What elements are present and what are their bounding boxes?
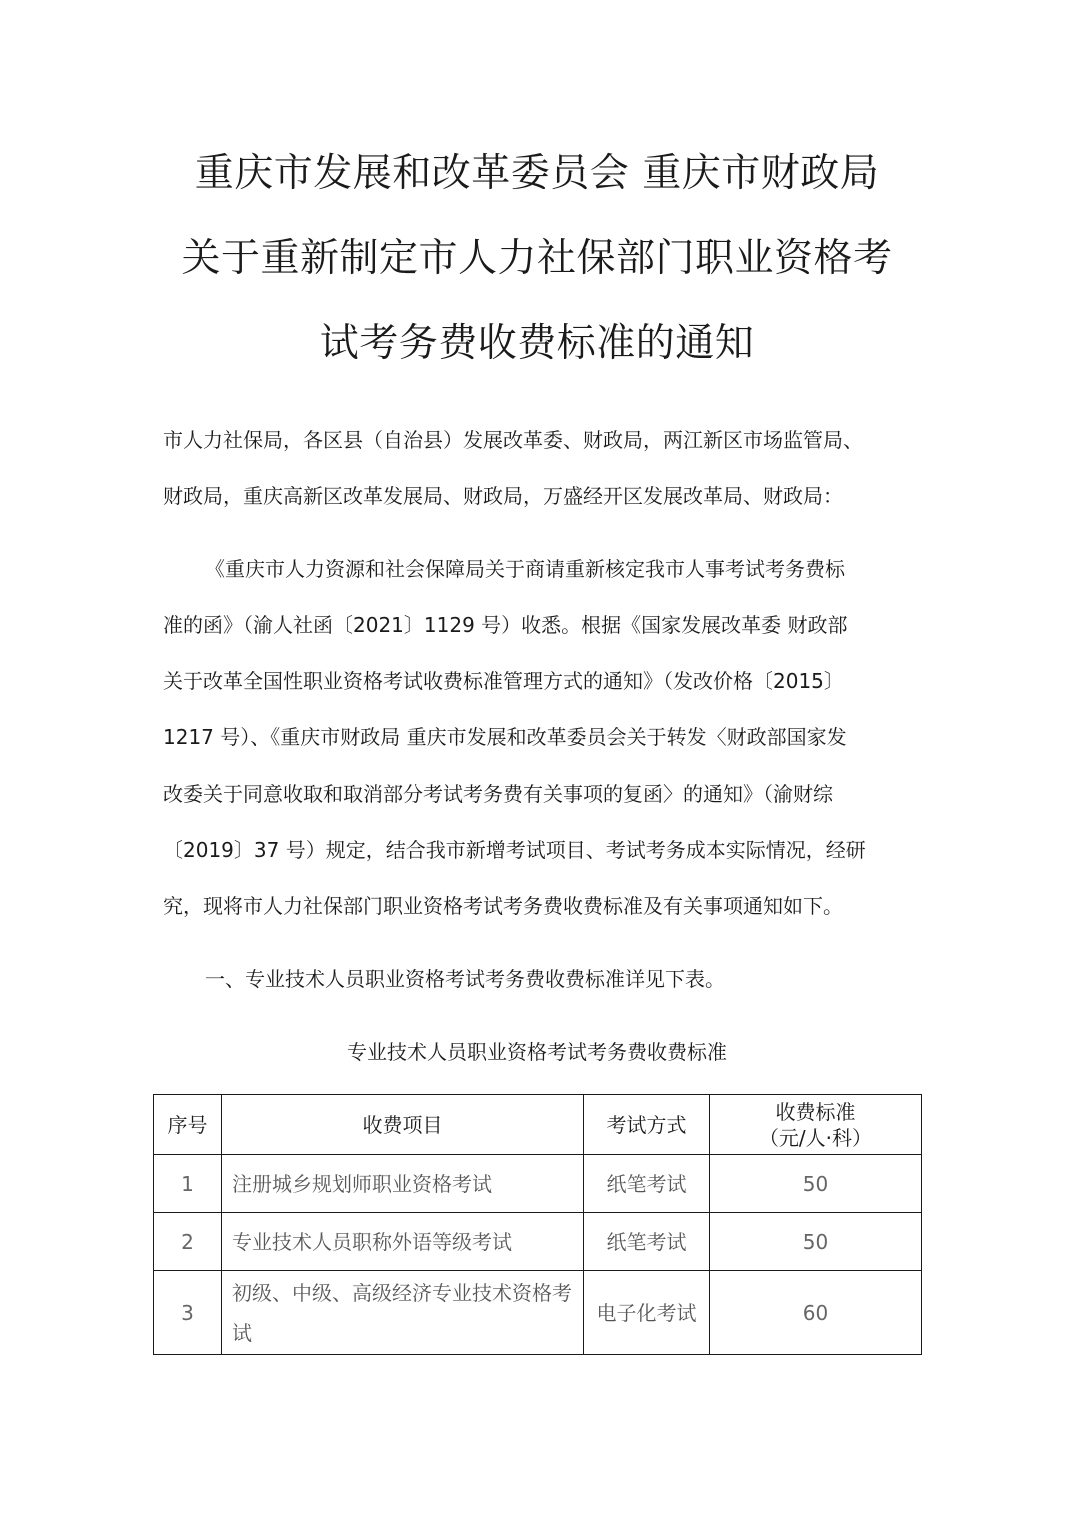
- row-fee: 50: [710, 1155, 922, 1213]
- header-fee-title: 收费标准: [775, 1099, 856, 1124]
- addressee-line-2: 财政局，重庆高新区改革发展局、财政局，万盛经开区发展改革局、财政局：: [163, 484, 843, 508]
- header-num: 序号: [154, 1095, 222, 1155]
- paragraph1-line-1: 《重庆市人力资源和社会保障局关于商请重新核定我市人事考试考务费标: [205, 557, 845, 581]
- table-row: [154, 1155, 922, 1213]
- row-num: 2: [154, 1213, 222, 1271]
- header-item: 收费项目: [222, 1095, 584, 1155]
- row-num: 3: [154, 1271, 222, 1355]
- paragraph1-line-6: 〔2019〕37 号）规定，结合我市新增考试项目、考试考务成本实际情况，经研: [163, 838, 866, 862]
- row-fee: 50: [710, 1213, 922, 1271]
- row-item: 注册城乡规划师职业资格考试: [222, 1155, 584, 1213]
- document-title-line-1: 重庆市发展和改革委员会 重庆市财政局: [194, 151, 880, 196]
- row-fee: 60: [710, 1271, 922, 1355]
- paragraph1-line-5: 改委关于同意收取和取消部分考试考务费有关事项的复函〉的通知》（渝财综: [163, 782, 833, 806]
- document-title-line-3: 试考务费收费标准的通知: [319, 321, 755, 366]
- addressee-line-1: 市人力社保局，各区县（自治县）发展改革委、财政局，两江新区市场监管局、: [163, 428, 863, 452]
- row-item: 专业技术人员职称外语等级考试: [222, 1213, 584, 1271]
- fee-standard-table: [153, 1094, 922, 1355]
- row-num: 1: [154, 1155, 222, 1213]
- row-method: 纸笔考试: [584, 1155, 710, 1213]
- header-method: 考试方式: [584, 1095, 710, 1155]
- header-fee: [710, 1095, 922, 1155]
- row-method: 电子化考试: [584, 1271, 710, 1355]
- table-caption: 专业技术人员职业资格考试考务费收费标准: [347, 1040, 727, 1064]
- table-row: [154, 1213, 922, 1271]
- paragraph1-line-3: 关于改革全国性职业资格考试收费标准管理方式的通知》（发改价格〔2015〕: [163, 669, 844, 693]
- table-row: [154, 1271, 922, 1355]
- section-1-heading: 一、专业技术人员职业资格考试考务费收费标准详见下表。: [205, 967, 725, 991]
- table-header-row: [154, 1095, 922, 1155]
- row-item: 初级、中级、高级经济专业技术资格考试: [222, 1271, 584, 1355]
- paragraph1-line-4: 1217 号）、《重庆市财政局 重庆市发展和改革委员会关于转发〈财政部国家发: [163, 725, 847, 749]
- document-title-line-2: 关于重新制定市人力社保部门职业资格考: [181, 236, 893, 281]
- paragraph1-line-2: 准的函》（渝人社函〔2021〕1129 号）收悉。根据《国家发展改革委 财政部: [163, 613, 848, 637]
- header-fee-unit: （元/人·科）: [758, 1125, 873, 1150]
- row-method: 纸笔考试: [584, 1213, 710, 1271]
- paragraph1-line-7: 究，现将市人力社保部门职业资格考试考务费收费标准及有关事项通知如下。: [163, 894, 843, 918]
